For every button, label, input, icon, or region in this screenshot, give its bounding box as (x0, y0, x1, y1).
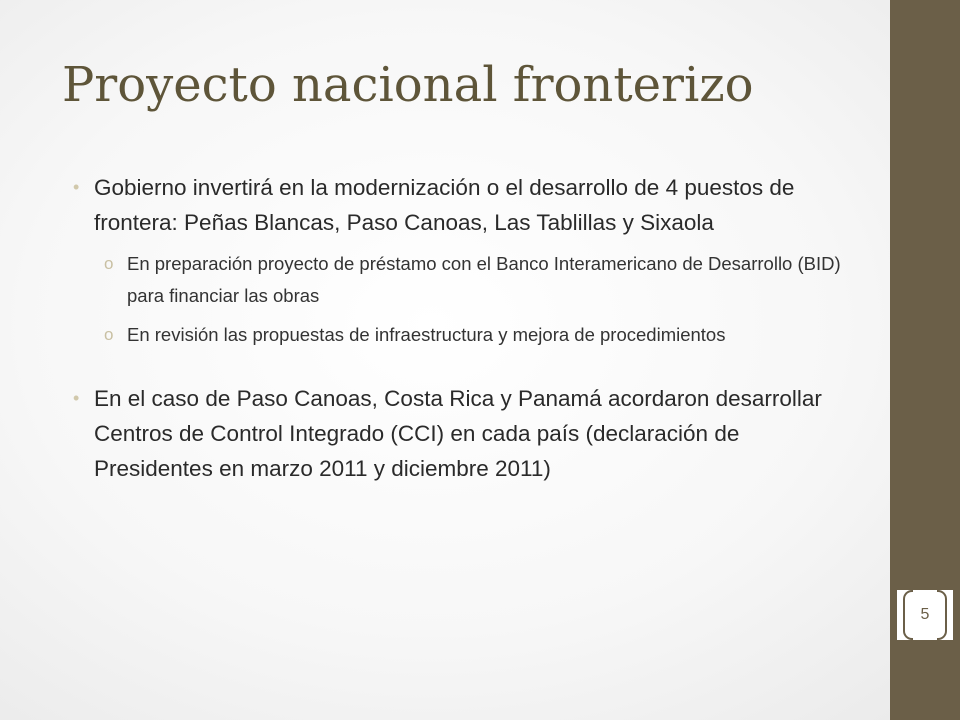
right-bracket-icon (937, 590, 947, 640)
bullet-item-1 (70, 170, 845, 351)
page-number: 5 (920, 606, 930, 623)
sub-bullet-text: En revisión las propuestas de infraestructura y mejora de procedimientos (127, 324, 726, 345)
bullet-item-2 (70, 381, 845, 486)
sub-bullet-item-2 (94, 319, 845, 351)
slide-content (70, 170, 845, 486)
sub-bullet-item-1 (94, 248, 845, 312)
page-number-badge (897, 590, 953, 640)
bullet-list (70, 170, 845, 486)
sub-bullet-marker: o (104, 325, 114, 344)
slide-title: Proyecto nacional fronterizo (62, 57, 754, 113)
sub-bullet-list (94, 248, 845, 351)
sub-bullet-marker: o (104, 254, 114, 273)
bullet-text: En el caso de Paso Canoas, Costa Rica y Panamá acordaron desarrollar Centros de Control Integrado (CCI) en cada país (declaración de Presidentes en marzo 2011 y diciembre 2011) (94, 386, 822, 481)
bullet-marker: • (73, 388, 80, 408)
bullet-text: Gobierno invertirá en la modernización o el desarrollo de 4 puestos de frontera: Peñas Blancas, Paso Canoas, Las Tablillas y Sixaola (94, 175, 795, 235)
bullet-marker: • (73, 177, 80, 197)
sub-bullet-text: En preparación proyecto de préstamo con el Banco Interamericano de Desarrollo (BID) para financiar las obras (127, 253, 841, 306)
